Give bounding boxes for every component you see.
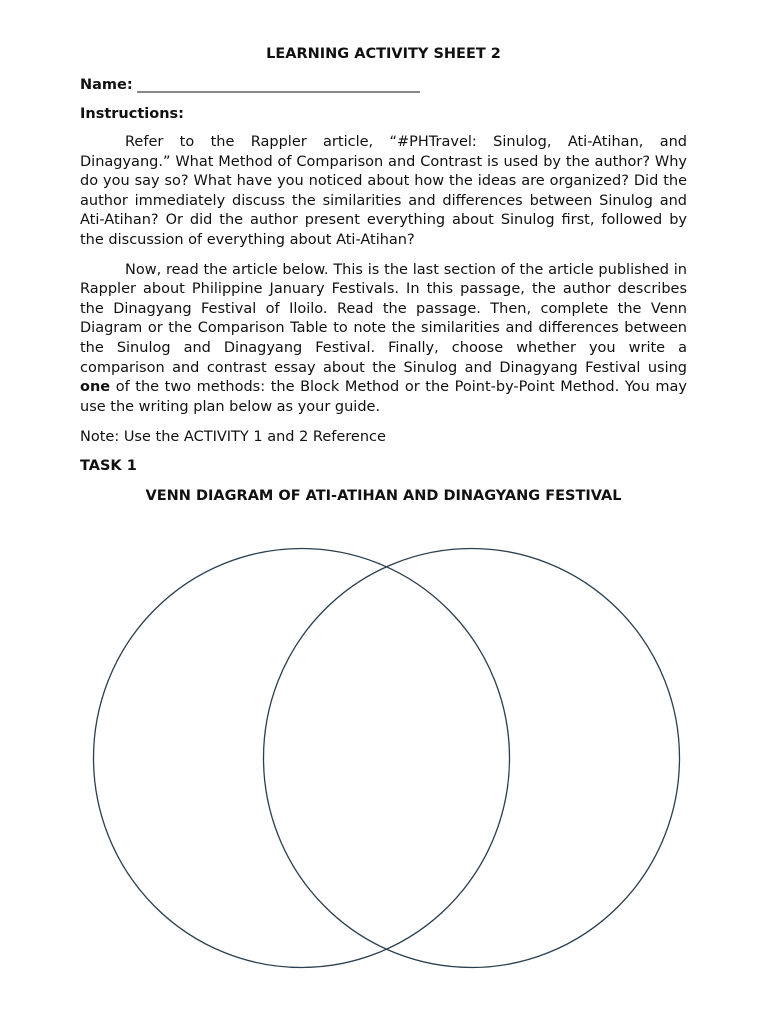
paragraph-2-text-b: of the two methods: the Block Method or the Point-by-Point Method. You may use the writing plan below as your guide. [80,379,687,415]
venn-diagram-title: VENN DIAGRAM OF ATI-ATIHAN AND DINAGYANG FESTIVAL [145,488,622,505]
name-line [80,75,687,95]
venn-right-circle [264,549,680,968]
paragraph-2-text-a: Now, read the article below. This is the last section of the article published in Rappler about Philippine January Festivals. In this passage, the author describes the Dinagyang Festival of Iloilo. Read the passage. Then, complete the Venn Diagram or the Comparison Table to note the similarities and differences between the Sinulog and Dinagyang Festival. Finally, choose whether you write a comparison and contrast essay about the Sinulog and Dinagyang Festival using [80,261,687,376]
sheet-title: LEARNING ACTIVITY SHEET 2 [266,46,501,62]
task-label: TASK 1 [80,458,137,475]
note-line: Note: Use the ACTIVITY 1 and 2 Reference [80,429,386,446]
paragraph-2 [80,261,687,418]
instructions-heading [80,104,687,124]
name-label: Name: [80,77,133,93]
paragraph-1: Refer to the Rappler article, “#PHTravel: Sinulog, Ati-Atihan, and Dinagyang.” What Method of Comparison and Contrast is used by the author? Why do you say so? What have you noticed about how the ideas are organized? Did the author immediately discuss the similarities and differences between Sinulog and Ati-Atihan? Or did the author present everything about Sinulog first, followed by the discussion of everything about Ati-Atihan? [80,134,687,248]
instructions-label: Instructions: [80,106,184,122]
name-blank: _______________________________________ [137,77,421,93]
venn-left-circle [94,549,510,968]
activity-sheet [80,44,687,506]
paragraph-2-bold: one [80,379,111,396]
